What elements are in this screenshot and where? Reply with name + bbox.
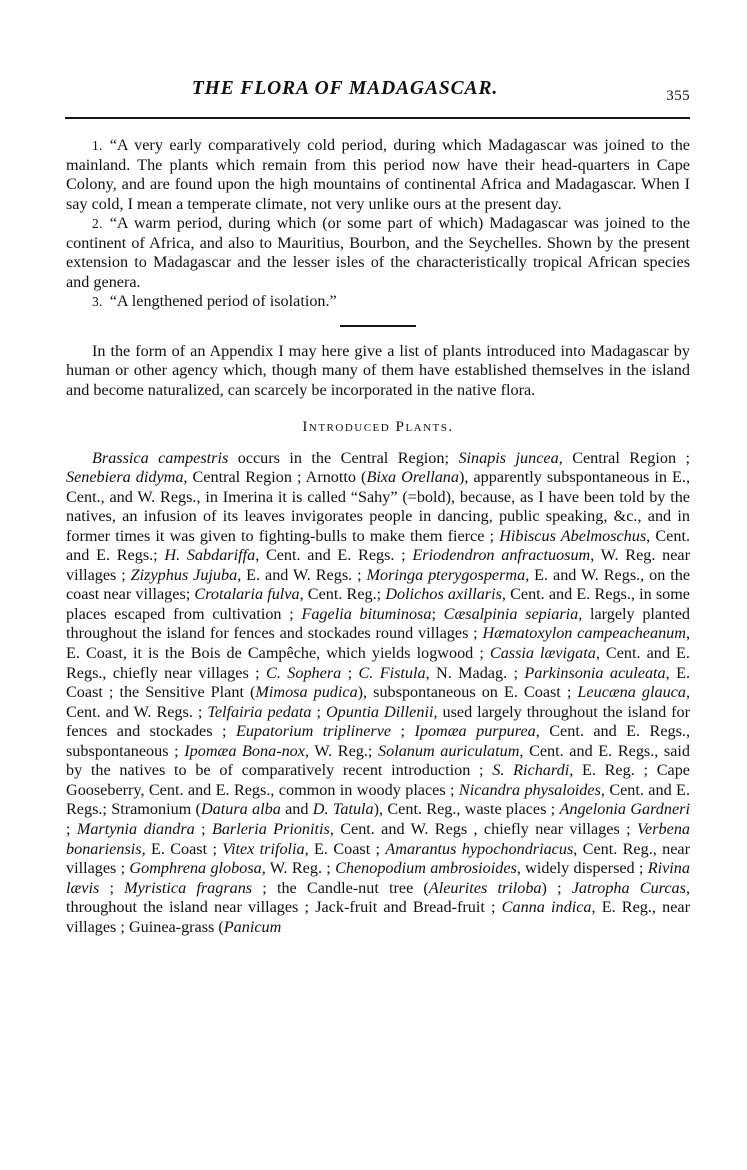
species-note: ) ; [541, 878, 572, 897]
header-rule [65, 117, 690, 119]
species-note: , Cent. and E. Regs., subspontaneous ; [66, 722, 690, 760]
introduced-plants-list [66, 449, 690, 938]
species-note: , E. and W. Regs., on the coast near villages; [66, 565, 691, 604]
page-header [65, 78, 690, 112]
point-number: 1. [92, 138, 103, 153]
species-note: , E. Coast, it is the Bois de Campêche, which yields logwood ; [66, 624, 690, 663]
species-note: , Cent. Reg., near villages ; [66, 839, 690, 878]
point-number: 2. [92, 216, 103, 232]
species-name: Hæmatoxylon campeacheanum [482, 624, 686, 643]
species-note: , E. Reg. ; Cape Gooseberry, Cent. and E. Regs., common in woody places ; [66, 761, 690, 799]
species-name: Telfairia pedata [207, 702, 312, 721]
species-note: ; [431, 604, 444, 623]
species-name: Brassica campestris [92, 448, 229, 467]
species-name: Ipomæa Bona-nox [184, 741, 305, 760]
species-note: ; [311, 702, 326, 721]
species-name: Senebiera didyma [66, 468, 184, 487]
species-note: ; [194, 819, 212, 838]
species-note: , W. Reg.; [304, 741, 379, 760]
species-name: Opuntia Dillenii [325, 702, 434, 721]
species-name: Amarantus hypochondriacus [385, 839, 574, 858]
species-name: Panicum [223, 917, 282, 936]
species-note: , W. Reg. ; [261, 859, 336, 878]
species-note: , Cent. and E. Regs., in some places escaped from cultivation ; [66, 585, 690, 623]
species-name: Dolichos axillaris [385, 585, 502, 604]
species-note: ; [66, 819, 77, 838]
point-text: “A warm period, during which (or some part of which) Madagascar was joined to the continent of Africa, and also to Mauritius, Bourbon, and the Seychelles. Shown by the present extension to Madagascar and the lesser isles of the characteristically tropical African species and genera. [66, 214, 690, 291]
species-name: Solanum auriculatum [378, 741, 520, 760]
species-name: Barleria Prionitis [211, 819, 330, 838]
species-note: , used largely throughout the island for fences and stockades ; [66, 702, 691, 741]
species-name: Bixa Orellana [366, 468, 459, 487]
species-name: Angelonia Gardneri [559, 800, 690, 819]
species-note: , E. and W. Regs. ; [237, 565, 367, 584]
species-note: , Cent. and E. Regs.; Stramonium ( [66, 780, 690, 819]
species-name: Fagelia bituminosa [301, 604, 432, 623]
species-name: Jatropha Curcas [571, 878, 686, 897]
species-note: , largely planted throughout the island for fences and stockades round villages ; [66, 604, 690, 643]
point-text: “A very early comparatively cold period, during which Madagascar was joined to the mainland. The plants which remain from this period now have their head-quarters in Cape Colony, and are found upon the high mountains of continental Africa and Madagascar. When I say cold, I mean a temperate climate, not very unlike ours at the present day. [66, 136, 690, 213]
numbered-point-2 [66, 214, 690, 292]
species-note: , Cent. and E. Regs., said by the natives to be of comparatively recent introduction ; [66, 741, 690, 780]
species-name: Sinapis juncea [458, 448, 559, 467]
species-name: Myristica fragrans [124, 878, 253, 897]
species-name: Cassia lævigata [489, 644, 596, 663]
appendix-intro-paragraph: In the form of an Appendix I may here give a list of plants introduced into Madagascar by human or other agency which, though many of them have established themselves in the island and become naturalized, can scarcely be incorporated in the native flora. [66, 341, 690, 400]
species-name: Leucæna glauca [577, 683, 686, 702]
species-note: ; [341, 663, 359, 682]
species-name: Gomphrena globosa [129, 859, 262, 878]
species-name: Moringa pterygosperma [366, 565, 526, 584]
species-name: Nicandra physaloides [458, 780, 601, 799]
species-name: Parkinsonia aculeata [524, 663, 666, 682]
species-note: ; [99, 878, 125, 897]
species-name: Chenopodium ambrosioides [335, 859, 517, 878]
species-note: ), Cent. Reg., waste places ; [373, 800, 560, 819]
species-name: Datura alba [200, 800, 281, 819]
species-name: S. Richardi [492, 761, 570, 780]
species-name: C. Fistula [358, 663, 426, 682]
species-name: Eupatorium triplinerve [235, 722, 392, 741]
species-note: , N. Madag. ; [425, 663, 525, 682]
species-name: Vitex trifolia [222, 839, 305, 858]
point-text: “A lengthened period of isolation.” [109, 292, 337, 311]
species-name: Ipomæa purpurea [414, 722, 536, 741]
species-note: , Cent. and E. Regs. ; [255, 546, 413, 565]
species-name: Crotalaria fulva [194, 585, 300, 604]
species-name: Cæsalpinia sepiaria [443, 604, 579, 623]
numbered-point-3 [66, 292, 690, 312]
species-name: Mimosa pudica [255, 683, 358, 702]
species-note: , Cent. and E. Regs.; [66, 526, 690, 565]
species-paragraph [66, 449, 690, 938]
species-note: , E. Reg., near villages ; Guinea-grass ( [66, 898, 690, 936]
section-subheading: Introduced Plants. [302, 417, 454, 435]
species-name: Zizyphus Jujuba [130, 565, 238, 584]
text-column [66, 136, 690, 937]
species-note: , Cent. and E. Regs., chiefly near villages ; [66, 644, 690, 682]
species-name: Rivina lævis [66, 859, 690, 897]
numbered-point-1 [66, 136, 690, 214]
page-number: 355 [666, 88, 690, 104]
species-note: , Cent. and W. Regs , chiefly near villages ; [329, 819, 637, 838]
species-note: ), apparently subspontaneous in E., Cent., and W. Regs., in Imerina it is called “Sahy” (=bold), because, as I have been told by the natives, an infusion of its leaves invigorates people in dancing, public speaking, &c., and in former times it was given to fighting-bulls to make them fierce ; [66, 468, 690, 545]
species-note: , Cent. and W. Regs. ; [66, 683, 691, 721]
species-name: Aleurites triloba [428, 878, 542, 897]
species-note: occurs in the Central Region; [228, 448, 459, 467]
species-name: H. Sabdariffa [164, 546, 256, 565]
species-name: Hibiscus Abelmoschus [499, 526, 647, 545]
species-note: , widely dispersed ; [516, 859, 648, 878]
point-number: 3. [92, 294, 103, 310]
species-note: and [280, 800, 313, 819]
species-note: ; [391, 722, 415, 741]
species-note: ; the Candle-nut tree ( [252, 878, 429, 897]
species-name: Canna indica [501, 898, 592, 917]
species-note: , E. Coast ; the Sensitive Plant ( [66, 663, 691, 702]
species-note: ), subspontaneous on E. Coast ; [357, 683, 578, 702]
species-name: Eriodendron anfractuosum [412, 546, 591, 565]
species-note: , Central Region ; Arnotto ( [183, 468, 367, 487]
species-note: , throughout the island near villages ; Jack-fruit and Bread-fruit ; [66, 878, 690, 917]
species-note: , E. Coast ; [141, 839, 223, 858]
species-note: , W. Reg. near villages ; [66, 546, 690, 584]
running-head: THE FLORA OF MADAGASCAR. [191, 78, 499, 99]
section-divider-rule [66, 312, 690, 342]
species-name: Verbena bonariensis [66, 819, 691, 858]
species-note: , Central Region ; [558, 448, 690, 467]
species-note: , Cent. Reg.; [299, 585, 386, 604]
species-name: C. Sophera [266, 663, 342, 682]
species-note: , E. Coast ; [304, 839, 386, 858]
species-name: Martynia diandra [76, 819, 195, 838]
species-name: D. Tatula [312, 800, 374, 819]
